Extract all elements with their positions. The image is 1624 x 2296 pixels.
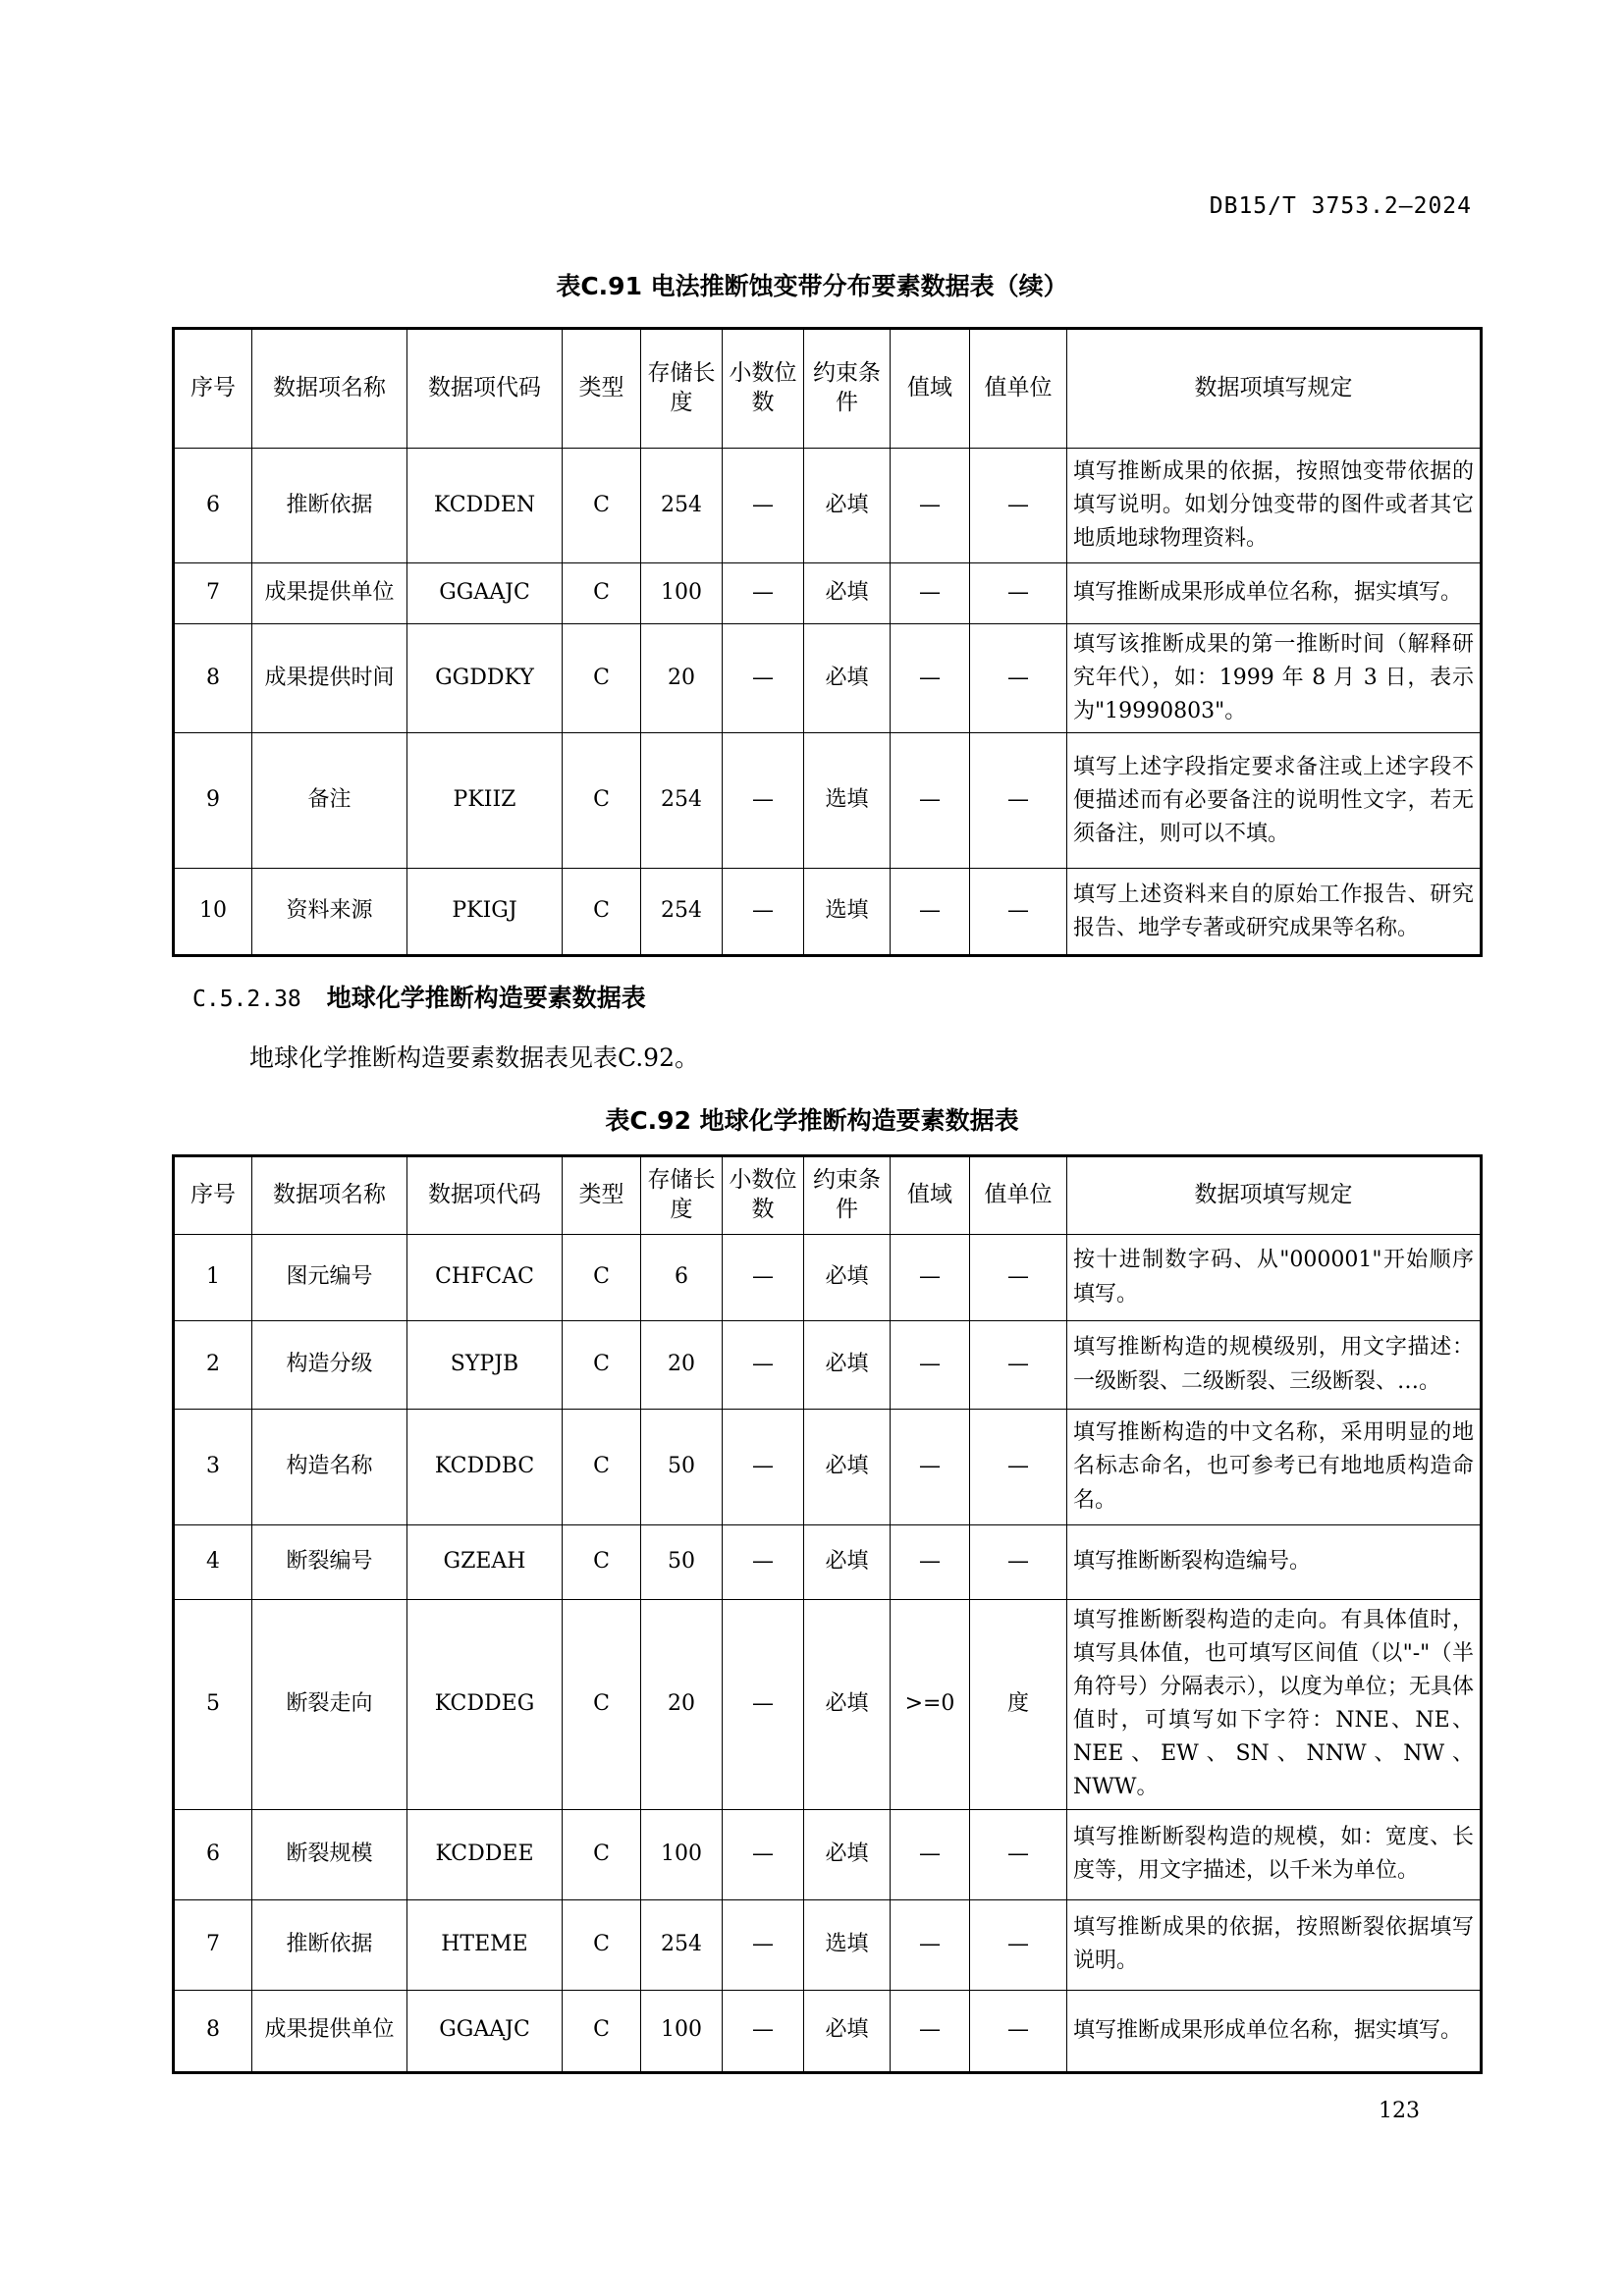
cell-no: 7 <box>174 563 252 624</box>
cell-constraint: 必填 <box>804 1600 891 1810</box>
cell-no: 4 <box>174 1525 252 1600</box>
table-row <box>174 1410 1482 1525</box>
cell-type: C <box>563 1600 641 1810</box>
cell-unit: — <box>970 869 1067 956</box>
cell-rule: 填写推断断裂构造的规模，如：宽度、长度等，用文字描述，以千米为单位。 <box>1067 1809 1482 1899</box>
cell-no: 9 <box>174 733 252 869</box>
cell-type: C <box>563 1235 641 1321</box>
cell-range: — <box>891 563 970 624</box>
cell-range: — <box>891 449 970 563</box>
cell-code: GGDDKY <box>407 624 563 733</box>
cell-code: KCDDEE <box>407 1809 563 1899</box>
cell-name: 断裂规模 <box>252 1809 407 1899</box>
cell-name: 构造名称 <box>252 1410 407 1525</box>
cell-constraint: 选填 <box>804 1899 891 1990</box>
cell-type: C <box>563 624 641 733</box>
cell-code: HTEME <box>407 1899 563 1990</box>
cell-decimals: — <box>723 624 804 733</box>
cell-code: GGAAJC <box>407 563 563 624</box>
cell-code: SYPJB <box>407 1321 563 1410</box>
header-range: 值域 <box>891 329 970 449</box>
table-row <box>174 624 1482 733</box>
section-number: C.5.2.38 <box>192 987 301 1012</box>
cell-unit: — <box>970 1809 1067 1899</box>
cell-length: 6 <box>641 1235 723 1321</box>
cell-range: — <box>891 1235 970 1321</box>
cell-rule: 填写推断构造的规模级别，用文字描述：一级断裂、二级断裂、三级断裂、…。 <box>1067 1321 1482 1410</box>
cell-name: 图元编号 <box>252 1235 407 1321</box>
cell-code: KCDDBC <box>407 1410 563 1525</box>
cell-no: 8 <box>174 1990 252 2072</box>
cell-length: 20 <box>641 624 723 733</box>
header-range: 值域 <box>891 1156 970 1235</box>
table-row <box>174 563 1482 624</box>
cell-name: 推断依据 <box>252 449 407 563</box>
cell-constraint: 必填 <box>804 1525 891 1600</box>
cell-name: 成果提供单位 <box>252 563 407 624</box>
table-row <box>174 733 1482 869</box>
cell-type: C <box>563 449 641 563</box>
cell-rule: 填写推断成果形成单位名称，据实填写。 <box>1067 563 1482 624</box>
cell-length: 20 <box>641 1600 723 1810</box>
header-decimals: 小数位数 <box>723 329 804 449</box>
table-row <box>174 1899 1482 1990</box>
header-code: 数据项代码 <box>407 329 563 449</box>
cell-decimals: — <box>723 733 804 869</box>
cell-constraint: 必填 <box>804 1235 891 1321</box>
cell-constraint: 必填 <box>804 1990 891 2072</box>
cell-decimals: — <box>723 1809 804 1899</box>
cell-decimals: — <box>723 1899 804 1990</box>
table-caption-c91: 表C.91 电法推断蚀变带分布要素数据表（续） <box>556 272 1068 300</box>
cell-unit: — <box>970 1525 1067 1600</box>
header-name: 数据项名称 <box>252 329 407 449</box>
header-no: 序号 <box>174 1156 252 1235</box>
cell-length: 100 <box>641 563 723 624</box>
cell-no: 1 <box>174 1235 252 1321</box>
cell-length: 254 <box>641 1899 723 1990</box>
cell-name: 构造分级 <box>252 1321 407 1410</box>
header-unit: 值单位 <box>970 329 1067 449</box>
cell-type: C <box>563 1990 641 2072</box>
table-row <box>174 1525 1482 1600</box>
table-row <box>174 869 1482 956</box>
cell-range: >=0 <box>891 1600 970 1810</box>
cell-length: 50 <box>641 1525 723 1600</box>
table-row <box>174 1321 1482 1410</box>
cell-type: C <box>563 1410 641 1525</box>
header-rule: 数据项填写规定 <box>1067 1156 1482 1235</box>
cell-length: 254 <box>641 449 723 563</box>
table-row <box>174 1600 1482 1810</box>
cell-name: 断裂编号 <box>252 1525 407 1600</box>
cell-constraint: 选填 <box>804 869 891 956</box>
header-unit: 值单位 <box>970 1156 1067 1235</box>
cell-no: 7 <box>174 1899 252 1990</box>
header-decimals: 小数位数 <box>723 1156 804 1235</box>
cell-unit: — <box>970 733 1067 869</box>
cell-unit: — <box>970 1410 1067 1525</box>
cell-range: — <box>891 1809 970 1899</box>
cell-no: 2 <box>174 1321 252 1410</box>
cell-decimals: — <box>723 563 804 624</box>
cell-rule: 填写上述资料来自的原始工作报告、研究报告、地学专著或研究成果等名称。 <box>1067 869 1482 956</box>
table-row <box>174 1990 1482 2072</box>
cell-decimals: — <box>723 1410 804 1525</box>
section-heading <box>192 979 646 1014</box>
cell-rule: 按十进制数字码、从"000001"开始顺序填写。 <box>1067 1235 1482 1321</box>
cell-rule: 填写推断成果的依据，按照断裂依据填写说明。 <box>1067 1899 1482 1990</box>
cell-decimals: — <box>723 1600 804 1810</box>
cell-type: C <box>563 869 641 956</box>
cell-code: PKIIZ <box>407 733 563 869</box>
table-header-row <box>174 329 1482 449</box>
cell-no: 6 <box>174 449 252 563</box>
table-c92 <box>172 1154 1483 2074</box>
cell-range: — <box>891 1410 970 1525</box>
cell-constraint: 必填 <box>804 449 891 563</box>
cell-range: — <box>891 1990 970 2072</box>
cell-rule: 填写推断断裂构造的走向。有具体值时，填写具体值，也可填写区间值（以"-"（半角符号）分隔表示），以度为单位；无具体值时，可填写如下字符：NNE、NE、NEE、EW、SN、NNW、NW、NWW。 <box>1067 1600 1482 1810</box>
cell-code: KCDDEN <box>407 449 563 563</box>
page-number: 123 <box>1379 2099 1420 2123</box>
header-type: 类型 <box>563 329 641 449</box>
cell-no: 5 <box>174 1600 252 1810</box>
cell-range: — <box>891 1899 970 1990</box>
header-length: 存储长度 <box>641 329 723 449</box>
cell-constraint: 必填 <box>804 1809 891 1899</box>
cell-length: 254 <box>641 869 723 956</box>
cell-unit: 度 <box>970 1600 1067 1810</box>
cell-constraint: 必填 <box>804 563 891 624</box>
cell-no: 6 <box>174 1809 252 1899</box>
cell-name: 资料来源 <box>252 869 407 956</box>
table-caption-c92: 表C.92 地球化学推断构造要素数据表 <box>605 1106 1019 1135</box>
cell-code: GGAAJC <box>407 1990 563 2072</box>
header-constraint: 约束条件 <box>804 1156 891 1235</box>
cell-type: C <box>563 733 641 869</box>
header-code: 数据项代码 <box>407 1156 563 1235</box>
cell-rule: 填写上述字段指定要求备注或上述字段不便描述而有必要备注的说明性文字，若无须备注，则可以不填。 <box>1067 733 1482 869</box>
header-type: 类型 <box>563 1156 641 1235</box>
cell-decimals: — <box>723 1525 804 1600</box>
table-row <box>174 449 1482 563</box>
cell-code: PKIGJ <box>407 869 563 956</box>
cell-type: C <box>563 563 641 624</box>
cell-constraint: 必填 <box>804 624 891 733</box>
cell-range: — <box>891 733 970 869</box>
table-header-row <box>174 1156 1482 1235</box>
cell-name: 成果提供单位 <box>252 1990 407 2072</box>
cell-rule: 填写推断成果的依据，按照蚀变带依据的填写说明。如划分蚀变带的图件或者其它地质地球物理资料。 <box>1067 449 1482 563</box>
cell-decimals: — <box>723 449 804 563</box>
section-title: 地球化学推断构造要素数据表 <box>326 984 646 1012</box>
cell-length: 20 <box>641 1321 723 1410</box>
cell-range: — <box>891 1321 970 1410</box>
cell-code: GZEAH <box>407 1525 563 1600</box>
section-intro: 地球化学推断构造要素数据表见表C.92。 <box>249 1043 699 1072</box>
header-name: 数据项名称 <box>252 1156 407 1235</box>
cell-code: KCDDEG <box>407 1600 563 1810</box>
header-constraint: 约束条件 <box>804 329 891 449</box>
cell-name: 推断依据 <box>252 1899 407 1990</box>
header-length: 存储长度 <box>641 1156 723 1235</box>
header-no: 序号 <box>174 329 252 449</box>
standard-code: DB15/T 3753.2—2024 <box>1209 193 1472 219</box>
cell-length: 100 <box>641 1809 723 1899</box>
cell-constraint: 选填 <box>804 733 891 869</box>
cell-rule: 填写推断构造的中文名称，采用明显的地名标志命名，也可参考已有地地质构造命名。 <box>1067 1410 1482 1525</box>
cell-no: 3 <box>174 1410 252 1525</box>
cell-decimals: — <box>723 1235 804 1321</box>
cell-unit: — <box>970 449 1067 563</box>
cell-unit: — <box>970 563 1067 624</box>
cell-unit: — <box>970 1321 1067 1410</box>
cell-unit: — <box>970 1235 1067 1321</box>
table-c91 <box>172 327 1483 957</box>
cell-constraint: 必填 <box>804 1321 891 1410</box>
cell-length: 254 <box>641 733 723 869</box>
cell-rule: 填写推断断裂构造编号。 <box>1067 1525 1482 1600</box>
cell-unit: — <box>970 624 1067 733</box>
table-row <box>174 1235 1482 1321</box>
cell-range: — <box>891 869 970 956</box>
cell-type: C <box>563 1321 641 1410</box>
header-rule: 数据项填写规定 <box>1067 329 1482 449</box>
cell-type: C <box>563 1809 641 1899</box>
cell-name: 备注 <box>252 733 407 869</box>
cell-name: 成果提供时间 <box>252 624 407 733</box>
cell-code: CHFCAC <box>407 1235 563 1321</box>
cell-length: 50 <box>641 1410 723 1525</box>
cell-name: 断裂走向 <box>252 1600 407 1810</box>
cell-decimals: — <box>723 1990 804 2072</box>
cell-no: 8 <box>174 624 252 733</box>
cell-rule: 填写该推断成果的第一推断时间（解释研究年代），如：1999 年 8 月 3 日，表示为"19990803"。 <box>1067 624 1482 733</box>
cell-no: 10 <box>174 869 252 956</box>
cell-type: C <box>563 1525 641 1600</box>
cell-type: C <box>563 1899 641 1990</box>
cell-constraint: 必填 <box>804 1410 891 1525</box>
cell-unit: — <box>970 1899 1067 1990</box>
cell-range: — <box>891 1525 970 1600</box>
cell-range: — <box>891 624 970 733</box>
cell-decimals: — <box>723 1321 804 1410</box>
table-row <box>174 1809 1482 1899</box>
cell-length: 100 <box>641 1990 723 2072</box>
cell-unit: — <box>970 1990 1067 2072</box>
cell-rule: 填写推断成果形成单位名称，据实填写。 <box>1067 1990 1482 2072</box>
cell-decimals: — <box>723 869 804 956</box>
